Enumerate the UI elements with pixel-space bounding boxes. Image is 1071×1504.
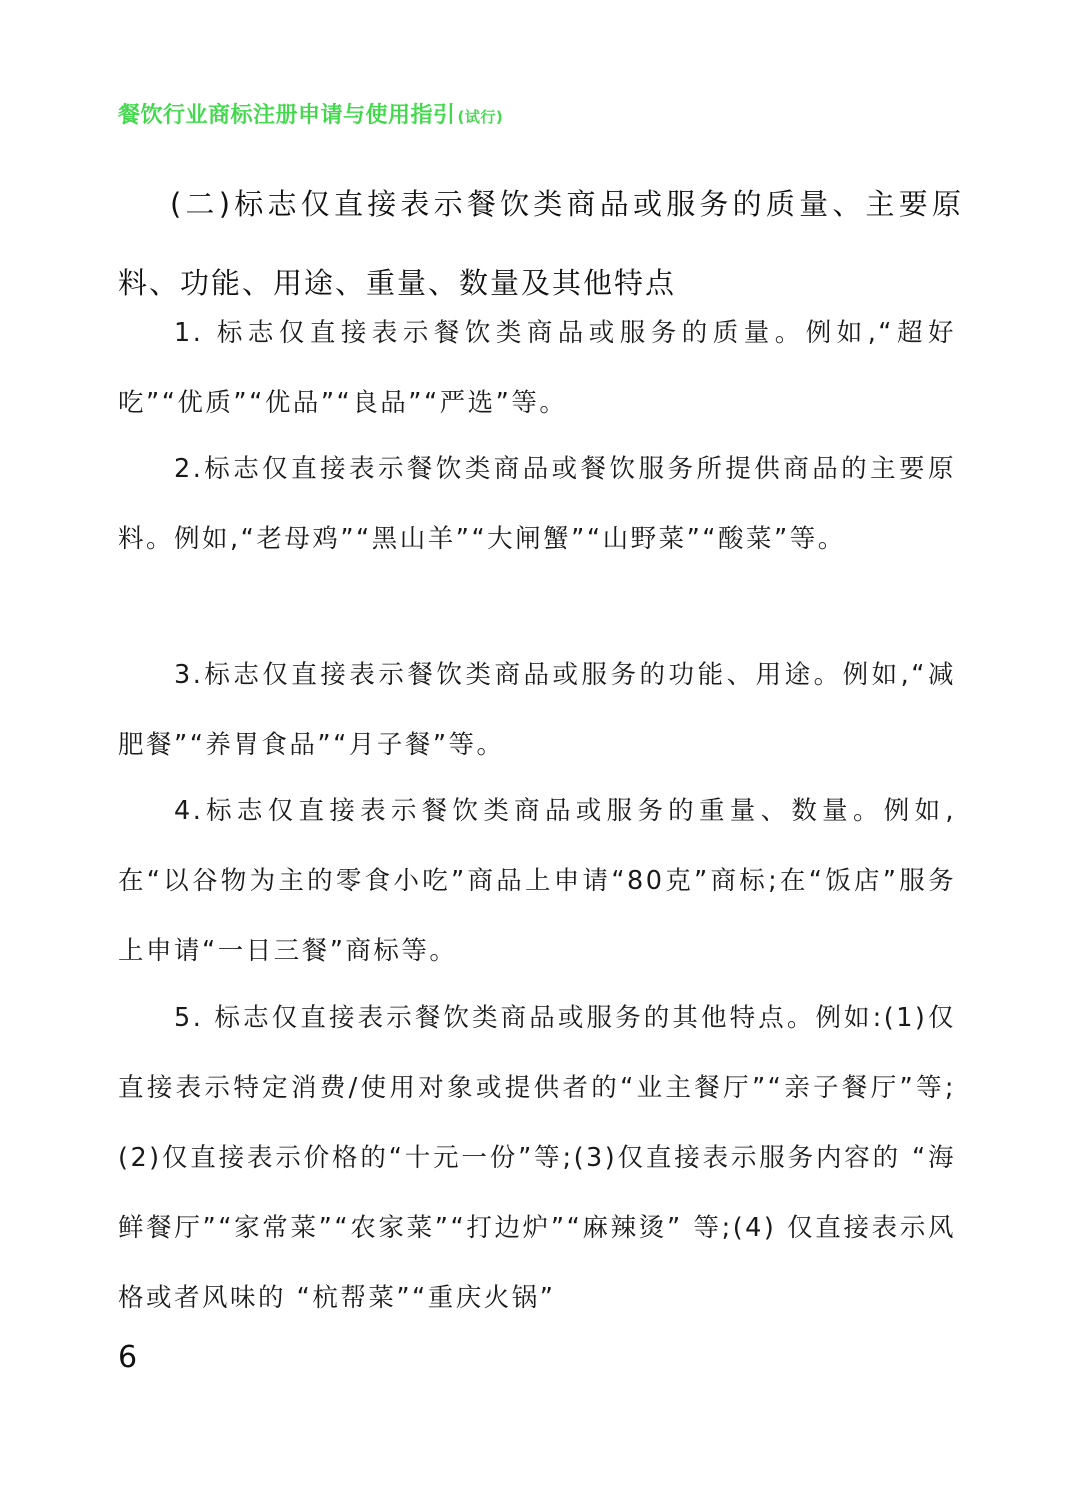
- paragraph-text: 5. 标志仅直接表示餐饮类商品或服务的其他特点。例如:(1)仅直接表示特定消费/使用对象或提供者的“业主餐厅”“亲子餐厅”等;(2)仅直接表示价格的“十元一份”等;(3)仅直接表示服务内容的 “海鲜餐厅”“家常菜”“农家菜”“打边炉”“麻辣烫” 等;(4) 仅直接表示风格或者风味的 “杭帮菜”“重庆火锅”: [118, 1003, 956, 1313]
- paragraph-text: 1. 标志仅直接表示餐饮类商品或服务的质量。例如,“超好吃”“优质”“优品”“良品”“严选”等。: [118, 318, 956, 418]
- paragraph-function-usage: [118, 640, 956, 780]
- page-number: 6: [118, 1340, 138, 1375]
- running-header: [118, 98, 503, 129]
- running-header-title: 餐饮行业商标注册申请与使用指引: [118, 103, 456, 128]
- paragraph-text: 2.标志仅直接表示餐饮类商品或餐饮服务所提供商品的主要原料。例如,“老母鸡”“黑山羊”“大闸蟹”“山野菜”“酸菜”等。: [118, 454, 956, 554]
- section-heading-text: (二)标志仅直接表示餐饮类商品或服务的质量、主要原料、功能、用途、重量、数量及其他特点: [118, 187, 963, 300]
- running-header-suffix: (试行): [457, 108, 504, 126]
- paragraph-raw-materials: [118, 434, 956, 574]
- paragraph-weight-quantity: [118, 776, 956, 986]
- paragraph-quality: [118, 298, 956, 438]
- paragraph-text: 3.标志仅直接表示餐饮类商品或服务的功能、用途。例如,“减肥餐”“养胃食品”“月子餐”等。: [118, 660, 956, 760]
- paragraph-text: 4.标志仅直接表示餐饮类商品或服务的重量、数量。例如,在“以谷物为主的零食小吃”商品上申请“80克”商标;在“饭店”服务上申请“一日三餐”商标等。: [118, 796, 956, 966]
- paragraph-other-features: [118, 983, 956, 1333]
